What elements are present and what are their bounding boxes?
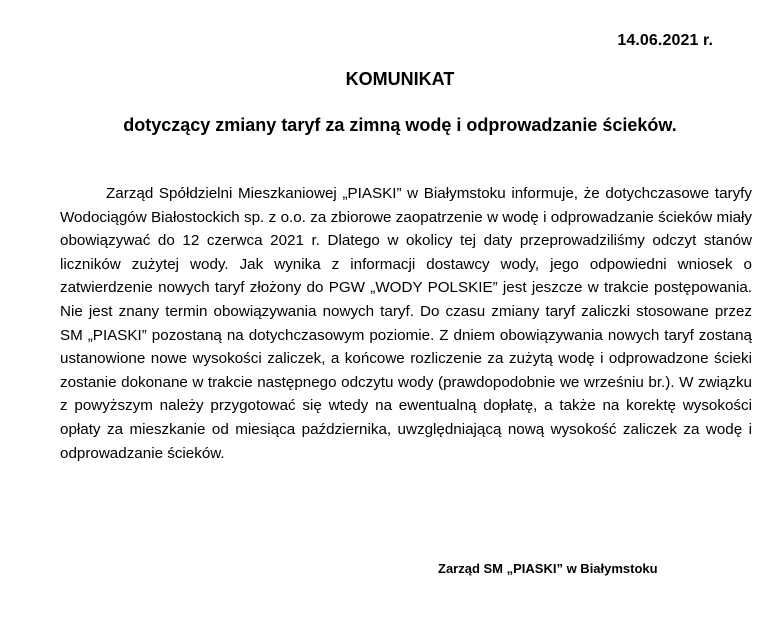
document-body: Zarząd Spółdzielni Mieszkaniowej „PIASKI” w Białymstoku informuje, że dotychczasowe taryfy Wodociągów Białostockich sp. z o.o. za zbiorowe zaopatrzenie w wodę i odprowadzanie ścieków miały obowiązywać do 12 czerwca 2021 r. Dlatego w okolicy tej daty przeprowadziliśmy odczyt stanów liczników zużytej wody. Jak wynika z informacji dostawcy wody, jego odpowiedni wniosek o zatwierdzenie nowych taryf złożony do PGW „WODY POLSKIE” jest jeszcze w trakcie postępowania. Nie jest znany termin obowiązywania nowych taryf. Do czasu zmiany taryf zaliczki stosowane przez SM „PIASKI” pozostaną na dotychczasowym poziomie. Z dniem obowiązywania nowych taryf zostaną ustanowione nowe wysokości zaliczek, a końcowe rozliczenie za zużytą wodę i odprowadzone ścieki zostanie dokonane w trakcie następnego odczytu wody (prawdopodobnie we wrześniu br.). W związku z powyższym należy przygotować się wtedy na ewentualną dopłatę, a także na korektę wysokości opłaty za mieszkanie od miesiąca października, uwzględniającą nową wysokość zaliczek za wodę i odprowadzanie ścieków. [60,185,752,462]
document-date: 14.06.2021 r. [617,32,713,49]
document-title: KOMUNIKAT [345,69,455,89]
document-signature: Zarząd SM „PIASKI” w Białymstoku [438,561,658,576]
document-subtitle: dotyczący zmiany taryf za zimną wodę i odprowadzanie ścieków. [123,115,677,135]
